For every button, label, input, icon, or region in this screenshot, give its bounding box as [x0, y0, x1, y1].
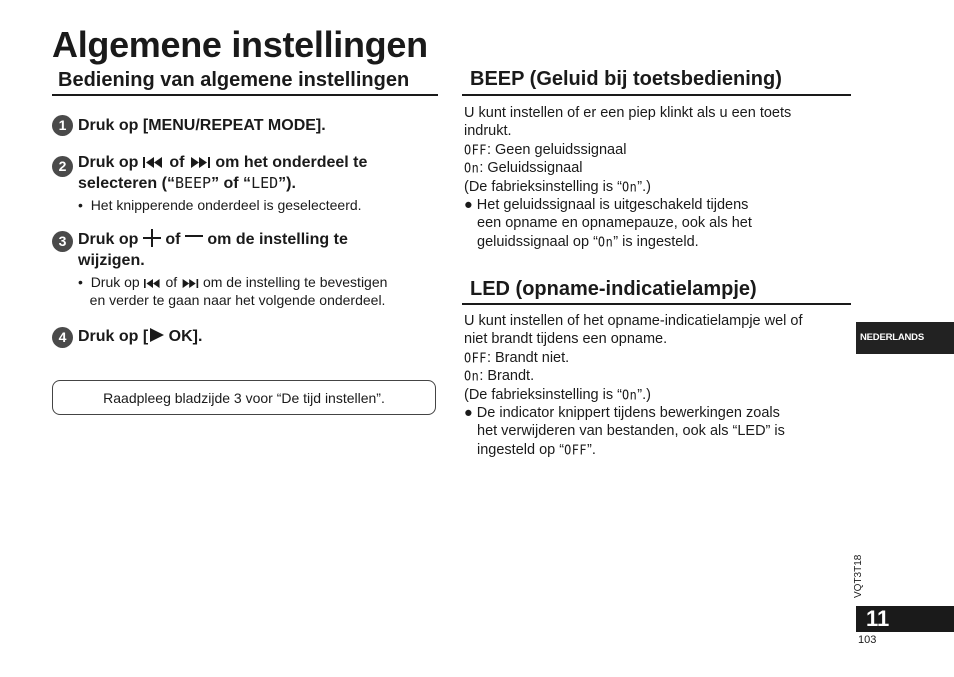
led-section-heading: LED (opname-indicatielampje)	[470, 278, 757, 300]
step-2-text: Druk op of om het onderdeel te selecteren (“BEEP” of “LED”).	[78, 154, 368, 192]
left-heading-rule	[52, 94, 438, 96]
lcd-off-code: OFF	[464, 141, 487, 158]
skip-back-icon	[143, 157, 165, 168]
step-3-bullet: • Druk op of om de instelling te bevestigen en verder te gaan naar het volgende onderdeel.	[78, 274, 388, 308]
plus-icon	[143, 229, 161, 247]
beep-heading-rule	[462, 94, 851, 96]
page-sub-number: 103	[858, 634, 877, 646]
lcd-on-code: On	[464, 368, 480, 385]
skip-forward-icon	[189, 157, 211, 168]
reference-note-box: Raadpleeg bladzijde 3 voor “De tijd instellen”.	[52, 380, 436, 415]
page-title: Algemene instellingen	[52, 24, 428, 65]
led-body: U kunt instellen of het opname-indicatielampje wel of niet brandt tijdens een opname. OFF: Brandt niet. On: Brandt. (De fabrieksinstelling is “On”.) ● De indicator knippert tijdens bewerkingen zoals het verwijderen van bestanden, ook als “LED” is ingesteld op “OFF”.	[464, 313, 803, 458]
step-4-text: Druk op [ OK].	[78, 328, 203, 345]
step-1-badge: 1	[52, 115, 73, 136]
minus-icon	[185, 231, 203, 241]
lcd-off-code: OFF	[464, 349, 487, 366]
left-section-heading: Bediening van algemene instellingen	[58, 69, 410, 91]
play-icon	[148, 328, 164, 342]
led-heading-rule	[462, 303, 851, 305]
page-number: 11	[856, 606, 954, 632]
lcd-on-code: On	[464, 160, 480, 177]
step-3-badge: 3	[52, 231, 73, 252]
beep-section-heading: BEEP (Geluid bij toetsbediening)	[470, 68, 782, 90]
lcd-beep-label: BEEP	[174, 174, 212, 192]
step-3-text: Druk op of om de instelling te wijzigen.	[78, 231, 348, 269]
step-1-text: Druk op [MENU/REPEAT MODE].	[78, 117, 326, 134]
step-4-badge: 4	[52, 327, 73, 348]
skip-back-icon	[144, 279, 162, 288]
skip-forward-icon	[181, 279, 199, 288]
step-2-bullet: • Het knipperende onderdeel is geselecteerd.	[78, 197, 362, 213]
step-2-badge: 2	[52, 156, 73, 177]
language-tab: NEDERLANDS	[856, 322, 954, 354]
lcd-led-label: LED	[251, 174, 279, 192]
document-code: VQT3T18	[853, 554, 864, 598]
beep-body: U kunt instellen of er een piep klinkt als u een toets indrukt. OFF: Geen geluidssignaal On: Geluidssignaal (De fabrieksinstelling is “On”.) ● Het geluidssignaal is uitgeschakeld tijdens een opname en opnamepauze, ook als het geluidssignaal op “On” is ingesteld.	[464, 105, 792, 250]
